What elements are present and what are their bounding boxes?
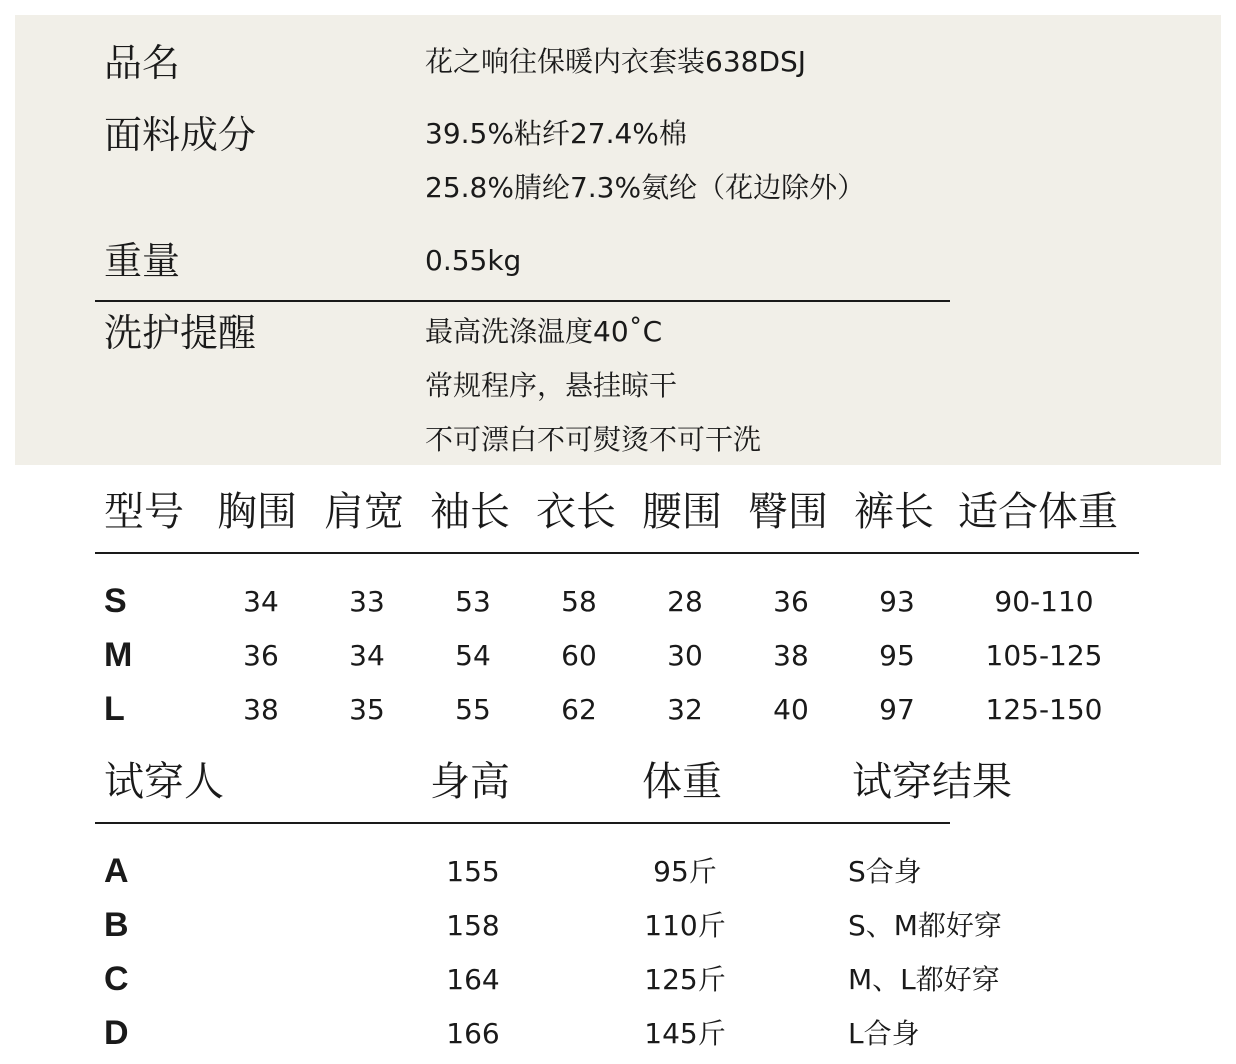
size-cell: 125-150 (985, 693, 1103, 726)
fabric-line-1: 39.5%粘纤27.4%棉 (425, 117, 687, 150)
fit-row-tester: B (104, 906, 129, 944)
care-label: 洗护提醒 (104, 311, 257, 355)
size-table-divider (95, 552, 1139, 554)
size-cell: 105-125 (985, 639, 1103, 672)
fit-cell-weight: 145斤 (644, 1017, 726, 1050)
size-header-top-length: 衣长 (536, 489, 616, 535)
fit-cell-weight: 125斤 (644, 963, 726, 996)
size-row-label: M (104, 636, 133, 674)
size-cell: 40 (773, 693, 809, 726)
size-cell: 35 (349, 693, 385, 726)
size-cell: 28 (667, 585, 703, 618)
size-cell: 36 (773, 585, 809, 618)
fit-cell-result: M、L都好穿 (848, 963, 1000, 996)
fit-cell-height: 164 (446, 963, 500, 996)
size-header-waist: 腰围 (642, 489, 722, 535)
fit-header-tester: 试穿人 (104, 759, 224, 805)
care-line-3: 不可漂白不可熨烫不可干洗 (425, 423, 762, 456)
weight-value: 0.55kg (425, 244, 522, 277)
size-cell: 58 (561, 585, 597, 618)
size-header-pants-length: 裤长 (854, 489, 934, 535)
care-line-1: 最高洗涤温度40˚C (425, 315, 663, 348)
fit-cell-result: L合身 (848, 1017, 920, 1050)
size-header-sleeve: 袖长 (430, 489, 510, 535)
size-header-shoulder: 肩宽 (324, 489, 404, 535)
care-divider (95, 300, 950, 302)
product-name-value: 花之响往保暖内衣套装638DSJ (425, 45, 807, 78)
size-cell: 62 (561, 693, 597, 726)
fit-cell-weight: 95斤 (653, 855, 717, 888)
size-cell: 36 (243, 639, 279, 672)
size-cell: 33 (349, 585, 385, 618)
size-row-label: S (104, 582, 127, 620)
size-header-hip: 臀围 (748, 489, 828, 535)
size-header-model: 型号 (104, 489, 184, 535)
size-cell: 93 (879, 585, 915, 618)
size-cell: 32 (667, 693, 703, 726)
fit-header-result: 试穿结果 (852, 759, 1012, 805)
care-line-2: 常规程序，悬挂晾干 (425, 369, 678, 402)
fit-row-tester: C (104, 960, 129, 998)
fit-cell-weight: 110斤 (644, 909, 726, 942)
size-header-chest: 胸围 (217, 489, 297, 535)
size-cell: 30 (667, 639, 703, 672)
fit-cell-height: 155 (446, 855, 500, 888)
fit-header-weight: 体重 (642, 759, 722, 805)
fit-table-divider (95, 822, 950, 824)
size-cell: 38 (773, 639, 809, 672)
size-cell: 53 (455, 585, 491, 618)
size-row-label: L (104, 690, 125, 728)
size-cell: 90-110 (994, 585, 1094, 618)
size-cell: 54 (455, 639, 491, 672)
size-cell: 34 (349, 639, 385, 672)
size-cell: 97 (879, 693, 915, 726)
size-cell: 55 (455, 693, 491, 726)
fabric-line-2: 25.8%腈纶7.3%氨纶（花边除外） (425, 171, 866, 204)
size-cell: 34 (243, 585, 279, 618)
fit-cell-result: S合身 (848, 855, 922, 888)
size-cell: 60 (561, 639, 597, 672)
fabric-label: 面料成分 (104, 113, 257, 157)
fit-cell-height: 158 (446, 909, 500, 942)
fit-header-height: 身高 (430, 759, 510, 805)
size-cell: 38 (243, 693, 279, 726)
fit-cell-height: 166 (446, 1017, 500, 1050)
weight-label: 重量 (104, 239, 181, 283)
fit-row-tester: A (104, 852, 129, 890)
product-name-label: 品名 (104, 41, 181, 85)
size-cell: 95 (879, 639, 915, 672)
fit-cell-result: S、M都好穿 (848, 909, 1002, 942)
fit-row-tester: D (104, 1014, 129, 1052)
size-header-fit-weight: 适合体重 (958, 489, 1118, 535)
